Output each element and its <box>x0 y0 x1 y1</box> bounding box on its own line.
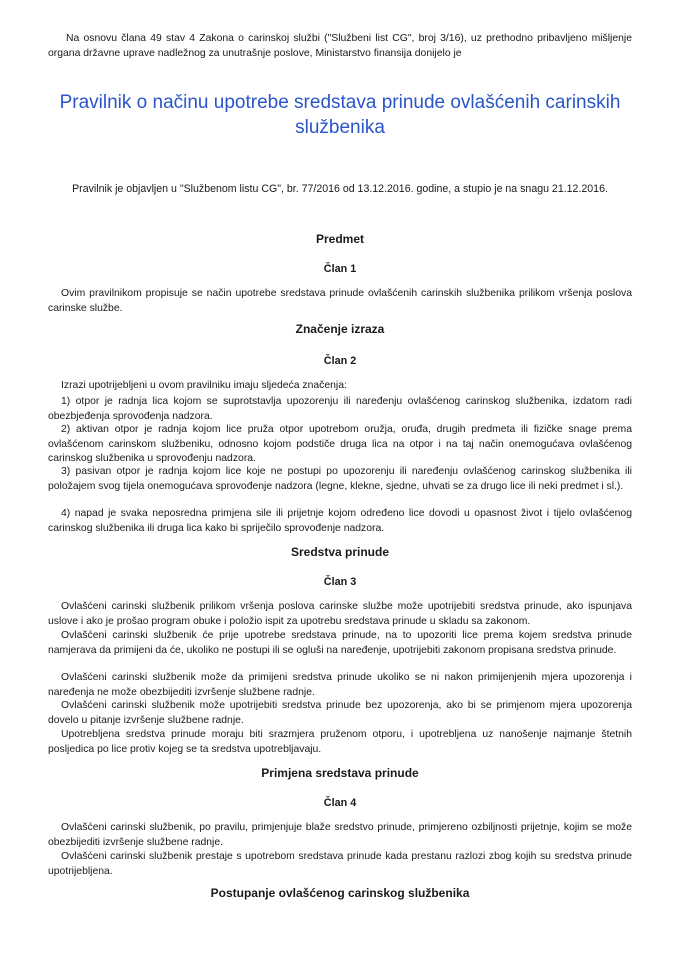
section-heading-primjena: Primjena sredstava prinude <box>261 766 419 780</box>
article-2-paragraph-1: Izrazi upotrijebljeni u ovom pravilniku imaju sljedeća značenja: <box>61 380 347 391</box>
section-heading-znacenje: Značenje izraza <box>295 322 385 336</box>
publication-note: Pravilnik je objavljen u "Službenom listu CG", br. 77/2016 od 13.12.2016. godine, a stupio je na snagu 21.12.2016. <box>72 183 608 195</box>
article-4-paragraph-2: Ovlašćeni carinski službenik prestaje s upotrebom sredstava prinude kada prestanu razlozi zbog kojih su sredstva prinude upotrijebljena. <box>48 851 632 877</box>
intro-paragraph: Na osnovu člana 49 stav 4 Zakona o carinskoj službi ("Službeni list CG", broj 3/16), uz prethodno pribavljeno mišljenje organa državne uprave nadležnog za unutrašnje poslove, Ministarstvo finansija donijelo je <box>48 33 632 59</box>
article-3-paragraph-4: Ovlašćeni carinski službenik može upotrijebiti sredstva prinude bez upozorenja, ako bi se primjenom mjera upozorenja dovelo u pitanje izvršenje službene radnje. <box>48 700 632 726</box>
article-2-label: Član 2 <box>323 355 357 367</box>
article-1-label: Član 1 <box>323 263 357 275</box>
article-3-paragraph-1: Ovlašćeni carinski službenik prilikom vršenja poslova carinske službe može upotrijebiti sredstva prinude, ako ispunjava uslove i ako je prošao program obuke i položio ispit za upotrebu sredstava prinude u skladu sa zakonom. <box>48 601 632 627</box>
article-3-paragraph-3: Ovlašćeni carinski službenik može da primijeni sredstva prinude ukoliko se ni nakon primijenjenih mjera upozorenja i naređenja ne može obezbijediti izvršenje službene radnje. <box>48 672 632 698</box>
article-4-label: Član 4 <box>323 797 357 809</box>
article-2-paragraph-4: 3) pasivan otpor je radnja kojom lice koje ne postupi po upozorenju ili naređenju ovlašćenog carinskog službenika ili položajem svog tijela onemogućava sprovođenje nadzora (legne, klekne, sjedne, uhvati se za drugo lice ili neki predmet i sl.). <box>48 466 632 492</box>
section-heading-sredstva: Sredstva prinude <box>290 545 390 559</box>
article-3-paragraph-2: Ovlašćeni carinski službenik će prije upotrebe sredstava prinude, na to upozoriti lice prema kojem sredstva prinude namjerava da primijeni da će, ukoliko ne postupi ili se ogluši na naređenje, upotrijebiti zakonom propisana sredstva prinude. <box>48 630 632 656</box>
article-2-paragraph-5: 4) napad je svaka neposredna primjena sile ili prijetnje kojom određeno lice dovodi u opasnost život i tijelo ovlašćenog carinskog službenika ili druga lica kako bi spriječilo sprovođenje nadzora. <box>48 508 632 534</box>
article-3-paragraph-5: Upotrebljena sredstva prinude moraju biti srazmjera pruženom otporu, i upotrebljena uz nanošenje najmanje štetnih posljedica po lice protiv kojeg se ta sredstva upotrebljavaju. <box>48 729 632 755</box>
article-3-label: Član 3 <box>323 576 357 588</box>
section-heading-postupanje: Postupanje ovlašćenog carinskog službenika <box>210 886 470 900</box>
article-2-paragraph-3: 2) aktivan otpor je radnja kojom lice pruža otpor upotrebom oružja, oruđa, drugih predmeta ili fizičke snage prema ovlašćenom carinskom službeniku, odnosno kojom podstiče druga lica na otpor i na taj način onemogućava ovlašćenog carinskog službenika u sprovođenju nadzora. <box>48 424 632 464</box>
document-title: Pravilnik o načinu upotrebe sredstava prinude ovlašćenih carinskih službenika <box>59 92 621 138</box>
article-1-paragraph: Ovim pravilnikom propisuje se način upotrebe sredstava prinude ovlašćenih carinskih službenika prilikom vršenja poslova carinske službe. <box>48 288 632 314</box>
article-4-paragraph-1: Ovlašćeni carinski službenik, po pravilu, primjenjuje blaže sredstvo prinude, primjereno ozbiljnosti prijetnje, kojim se može obezbijediti izvršenje službene radnje. <box>48 822 632 848</box>
article-2-paragraph-2: 1) otpor je radnja lica kojom se suprotstavlja upozorenju ili naređenju ovlašćenog carinskog službenika, izdatom radi obezbjeđenja sprovođenja nadzora. <box>48 396 632 422</box>
section-heading-predmet: Predmet <box>315 232 365 246</box>
